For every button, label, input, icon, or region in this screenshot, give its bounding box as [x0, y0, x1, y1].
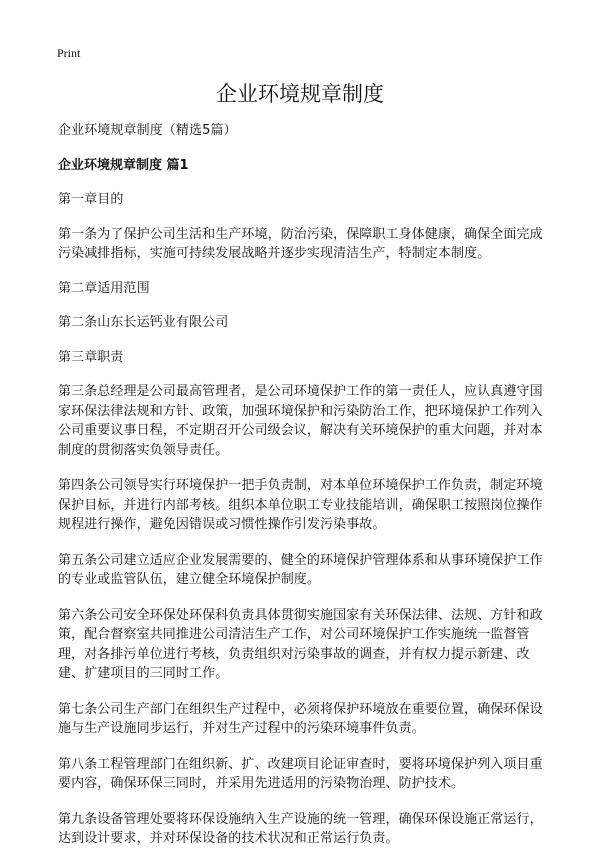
document-subtitle: 企业环境规章制度（精选5篇）	[58, 123, 237, 138]
section-heading: 企业环境规章制度 篇1	[58, 157, 189, 173]
document-title: 企业环境规章制度	[216, 82, 384, 106]
article-2: 第二条山东长运钙业有限公司	[58, 315, 229, 330]
article-9: 第九条设备管理处要将环保设施纳入生产设施的统一管理，确保环保设施正常运行，达到设计要求，并对环保设备的技术状况和正常运行负责。	[58, 811, 543, 846]
chapter-heading-3: 第三章职责	[58, 349, 124, 365]
chapter-heading-2: 第二章适用范围	[58, 280, 150, 296]
article-8: 第八条工程管理部门在组织新、扩、改建项目论证审查时，要将环境保护列入项目重要内容，确保环保三同时，并采用先进适用的污染物治理、防护技术。	[58, 756, 543, 791]
document-body	[58, 121, 548, 849]
print-label[interactable]: Print	[57, 46, 81, 60]
article-5: 第五条公司建立适应企业发展需要的、健全的环境保护管理体系和从事环境保护工作的专业或监管队伍，建立健全环境保护制度。	[58, 552, 543, 587]
article-4: 第四条公司领导实行环境保护一把手负责制，对本单位环境保护工作负责，制定环境保护目标，并进行内部考核。组织本单位职工专业技能培训，确保职工按照岗位操作规程进行操作，避免因错误或习惯性操作引发污染事故。	[58, 478, 543, 532]
article-1: 第一条为了保护公司生活和生产环境，防治污染，保障职工身体健康，确保全面完成污染减排指标，实施可持续发展战略并逐步实现清洁生产，特制定本制度。	[58, 226, 543, 261]
article-3: 第三条总经理是公司最高管理者，是公司环境保护工作的第一责任人，应认真遵守国家环保法律法规和方针、政策，加强环境保护和污染防治工作，把环境保护工作列入公司重要议事日程，不定期召开公司级会议，解决有关环境保护的重大问题，并对本制度的贯彻落实负领导责任。	[58, 384, 543, 458]
chapter-heading-1: 第一章目的	[58, 192, 124, 207]
article-7: 第七条公司生产部门在组织生产过程中，必须将保护环境放在重要位置，确保环保设施与生产设施同步运行，并对生产过程中的污染环境事件负责。	[58, 701, 543, 736]
article-6: 第六条公司安全环保处环保科负责具体贯彻实施国家有关环保法律、法规、方针和政策，配合督察室共同推进公司清洁生产工作，对公司环境保护工作实施统一监督管理，对各排污单位进行考核，负责组织对污染事故的调查，并有权力提示新建、改建、扩建项目的三同时工作。	[58, 607, 543, 681]
